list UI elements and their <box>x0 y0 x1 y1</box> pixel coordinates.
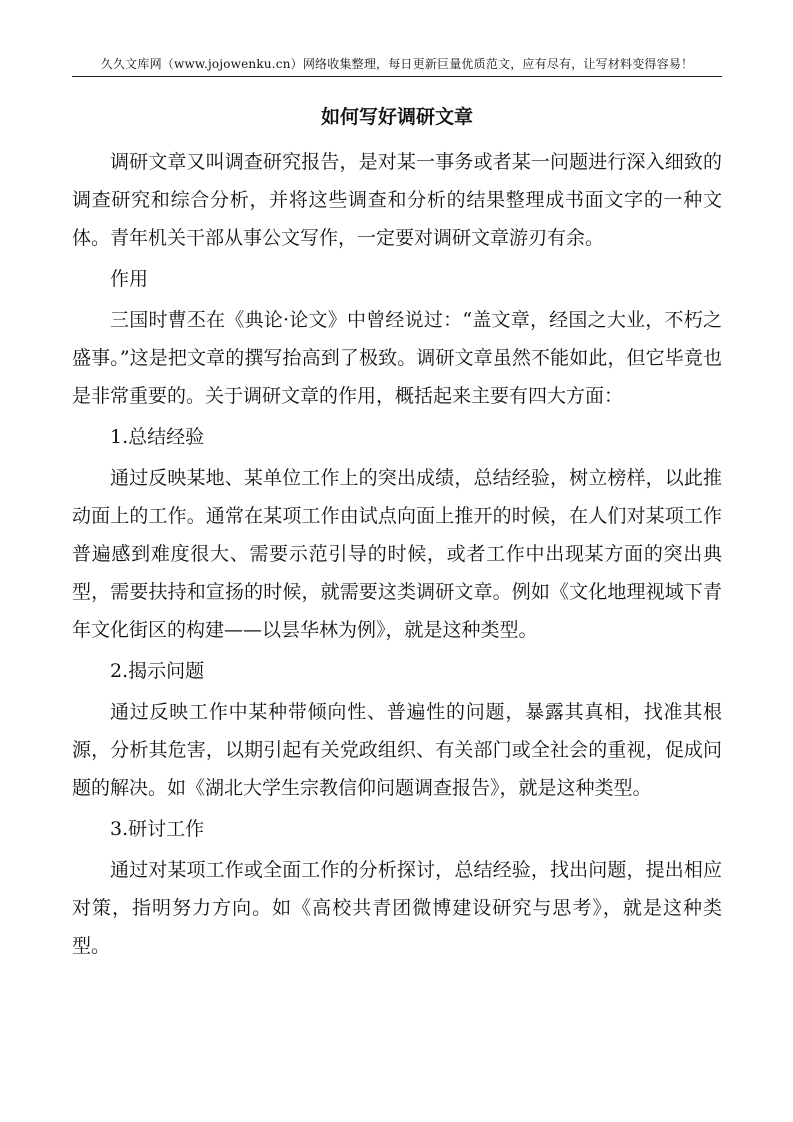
header-text: 久久文库网（www.jojowenku.cn）网络收集整理，每日更新巨量优质范文，应有尽有，让写材料变得容易！ <box>100 57 694 71</box>
document-title: 如何写好调研文章 <box>320 106 473 128</box>
paragraph-summarize-experience: 通过反映某地、某单位工作上的突出成绩，总结经验，树立榜样，以此推动面上的工作。通常在某项工作由试点向面上推开的时候，在人们对某项工作普遍感到难度很大、需要示范引导的时候，或者工作中出现某方面的突出典型，需要扶持和宣扬的时候，就需要这类调研文章。例如《文化地理视域下青年文化街区的构建——以昙华林为例》，就是这种类型。 <box>72 467 722 641</box>
page-header <box>72 56 722 77</box>
subheading-reveal-problems: 2.揭示问题 <box>110 660 205 682</box>
paragraph-function: 三国时曹丕在《典论·论文》中曾经说过：“盖文章，经国之大业，不朽之盛事。”这是把文章的撰写抬高到了极致。调研文章虽然不能如此，但它毕竟也是非常重要的。关于调研文章的作用，概括起来主要有四大方面： <box>72 309 722 407</box>
subheading-study-work: 3.研讨工作 <box>110 818 205 840</box>
document-body <box>72 143 722 968</box>
paragraph-study-work: 通过对某项工作或全面工作的分析探讨，总结经验，找出问题，提出相应对策，指明努力方向。如《高校共青团微博建设研究与思考》，就是这种类型。 <box>72 859 722 957</box>
section-heading-function: 作用 <box>110 268 149 290</box>
paragraph-intro: 调研文章又叫调查研究报告，是对某一事务或者某一问题进行深入细致的调查研究和综合分析，并将这些调查和分析的结果整理成书面文字的一种文体。青年机关干部从事公文写作，一定要对调研文章游刃有余。 <box>72 151 722 249</box>
subheading-summarize-experience: 1.总结经验 <box>110 426 205 448</box>
paragraph-reveal-problems: 通过反映工作中某种带倾向性、普遍性的问题，暴露其真相，找准其根源，分析其危害，以期引起有关党政组织、有关部门或全社会的重视，促成问题的解决。如《湖北大学生宗教信仰问题调查报告》，就是这种类型。 <box>72 701 722 799</box>
